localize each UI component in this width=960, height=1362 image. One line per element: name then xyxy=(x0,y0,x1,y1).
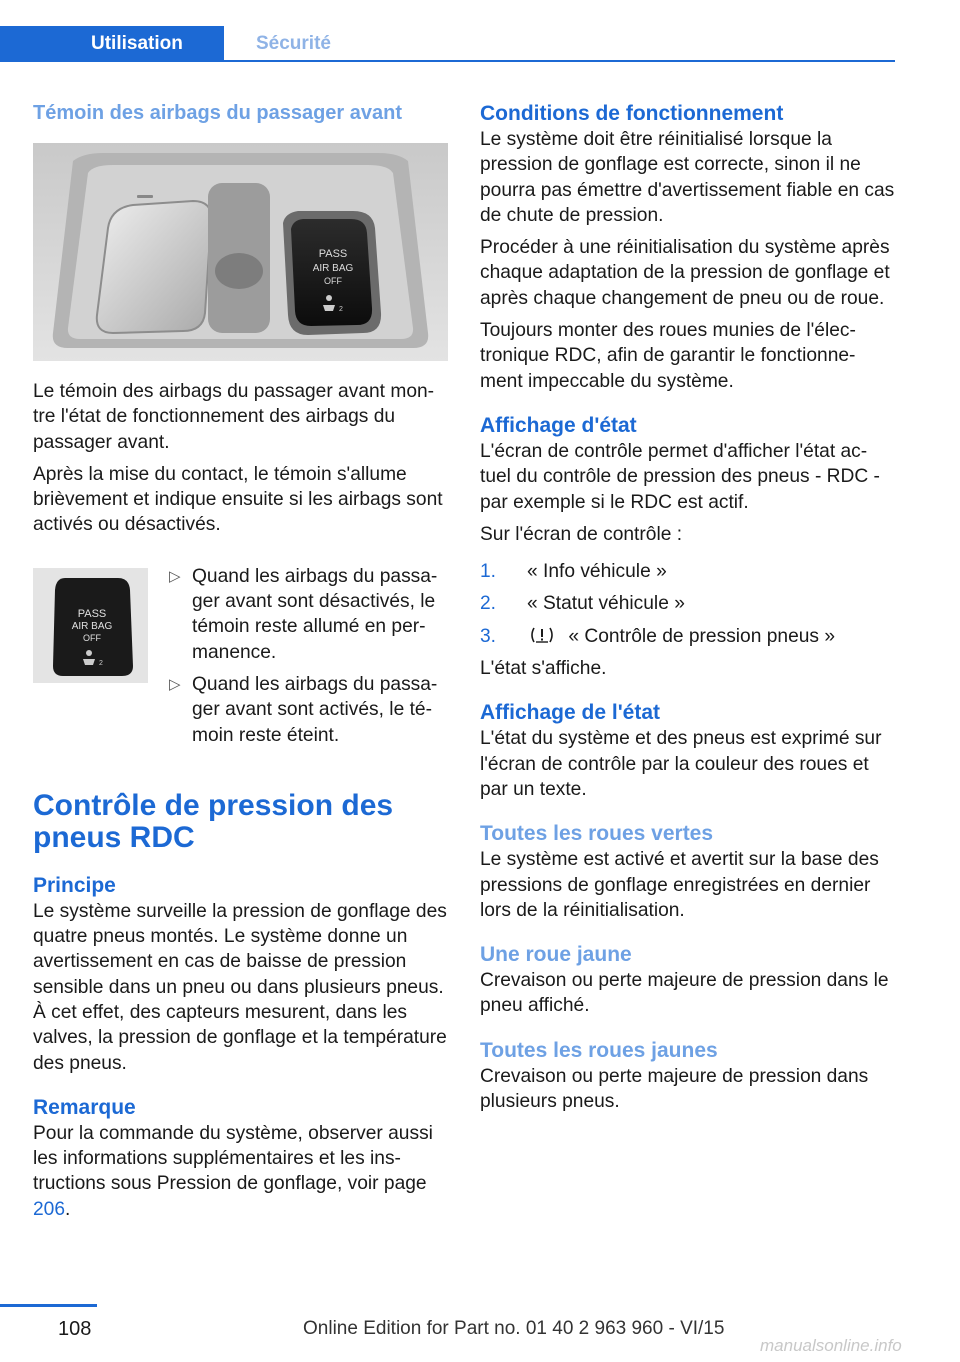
list-item xyxy=(161,672,451,748)
photo2-label-airbag: AIR BAG xyxy=(71,620,113,632)
vertes-title: Toutes les roues vertes xyxy=(480,822,714,846)
affichage-title: Affichage d'état xyxy=(480,413,637,437)
chapter-title-rdc: Contrôle de pression des pneus RDC xyxy=(33,788,394,854)
airbag-console-illustration xyxy=(33,143,448,361)
photo2-icon-index: 2 xyxy=(99,659,103,667)
footer-rule xyxy=(0,1304,97,1307)
tire-pressure-icon xyxy=(527,625,557,645)
remarque-title: Remarque xyxy=(33,1095,136,1119)
conditions-title: Conditions de fonctionnement xyxy=(480,102,784,125)
etat-title: Affichage de l'état xyxy=(480,701,661,725)
steps-list xyxy=(480,559,895,649)
step-number: 2. xyxy=(480,593,497,615)
jaune-title: Une roue jaune xyxy=(480,943,632,967)
principe-text: Le système surveille la pression de gonflage des quatre pneus montés. Le système donne un avertissement en cas de baisse de pression sensible dans un pneu ou dans plusieurs pneus. À cet effet, des capteurs mesurent, dans les valves, la pression de gonflage et la température des pneus. xyxy=(33,900,447,1074)
watermark: manualsonline.info xyxy=(760,1336,902,1355)
page-reference-link[interactable]: 206 xyxy=(33,1198,66,1220)
airbag-para-2: Après la mise du contact, le témoin s'allume brièvement et indique ensuite si les airbags sont activés ou désactivés. xyxy=(33,463,443,536)
footer-edition: Online Edition for Part no. 01 40 2 963 960 - VI/15 xyxy=(303,1318,725,1339)
airbag-state-block xyxy=(33,565,448,768)
etat-para-1: L'état du système et des pneus est exprimé sur l'écran de contrôle par la couleur des roues et par un texte. xyxy=(480,728,882,800)
page-number: 108 xyxy=(58,1318,92,1340)
step-text: « Contrôle de pression pneus » xyxy=(568,625,836,647)
airbag-off-button-photo xyxy=(33,568,148,683)
jaunes-title: Toutes les roues jaunes xyxy=(480,1038,718,1062)
vertes-para-1: Le système est activé et avertit sur la base des pressions de gonflage enregistrées en dernier lors de la réinitialisation. xyxy=(480,849,879,921)
remarque-paragraph xyxy=(33,1121,448,1222)
airbag-switch-photo xyxy=(33,143,448,361)
list-item xyxy=(480,624,895,649)
photo1-icon-index: 2 xyxy=(339,306,343,313)
header-tabbar xyxy=(0,26,895,62)
affichage-para-3: L'état s'affiche. xyxy=(480,658,607,680)
photo1-label-airbag: AIR BAG xyxy=(312,263,354,274)
jaunes-para-1: Crevaison ou perte majeure de pression dans plusieurs pneus. xyxy=(480,1065,869,1113)
affichage-para-2: Sur l'écran de contrôle : xyxy=(480,523,683,545)
step-text: « Info véhicule » xyxy=(527,561,667,583)
section-title-airbag-indicator: Témoin des airbags du passager avant xyxy=(33,102,403,124)
right-column xyxy=(480,100,895,1121)
bullet-text: Quand les airbags du passa- ger avant sont désactivés, le témoin reste allumé en per- manence. xyxy=(192,565,438,663)
airbag-para-1: Le témoin des airbags du passager avant mon- tre l'état de fonctionnement des airbags du passager avant. xyxy=(33,381,435,453)
bullet-text: Quand les airbags du passa- ger avant sont activés, le té- moin reste éteint. xyxy=(192,673,438,746)
step-text: « Statut véhicule » xyxy=(527,593,685,615)
step-number: 3. xyxy=(480,625,497,647)
triangle-bullet-icon: ▷ xyxy=(169,567,181,585)
list-item xyxy=(480,591,895,616)
affichage-para-1: L'écran de contrôle permet d'afficher l'état ac- tuel du contrôle de pression des pneus - RDC - par exemple si le RDC est actif. xyxy=(480,440,880,513)
principe-title: Principe xyxy=(33,873,116,897)
tab-utilisation[interactable]: Utilisation xyxy=(0,26,224,62)
photo2-label-pass: PASS xyxy=(77,607,107,620)
remarque-end: . xyxy=(65,1198,71,1220)
list-item xyxy=(480,559,895,584)
list-item xyxy=(161,564,451,665)
airbag-state-list xyxy=(161,564,451,755)
step-number: 1. xyxy=(480,561,497,583)
airbag-off-button-illustration xyxy=(33,568,148,683)
photo2-label-off: OFF xyxy=(83,632,101,643)
conditions-para-3: Toujours monter des roues munies de l'élec- tronique RDC, afin de garantir le fonctionne- ment impeccable du système. xyxy=(480,320,856,392)
photo1-label-pass: PASS xyxy=(318,248,348,260)
jaune-para-1: Crevaison ou perte majeure de pression dans le pneu affiché. xyxy=(480,970,889,1017)
photo1-label-off: OFF xyxy=(324,276,342,286)
left-column xyxy=(33,100,448,1229)
conditions-para-2: Procéder à une réinitialisation du système après chaque adaptation de la pression de gonflage et après chaque changement de pneu ou de roue. xyxy=(480,237,890,309)
remarque-text: Pour la commande du système, observer aussi les informations supplémentaires et les ins- tructions sous Pression de gonflage, voir page xyxy=(33,1122,433,1195)
conditions-para-1: Le système doit être réinitialisé lorsque la pression de gonflage est correcte, sinon il ne pourra pas émettre d'avertissement fiable en cas de chute de pression. xyxy=(480,129,895,226)
triangle-bullet-icon: ▷ xyxy=(169,675,181,693)
tab-securite[interactable]: Sécurité xyxy=(256,33,331,54)
